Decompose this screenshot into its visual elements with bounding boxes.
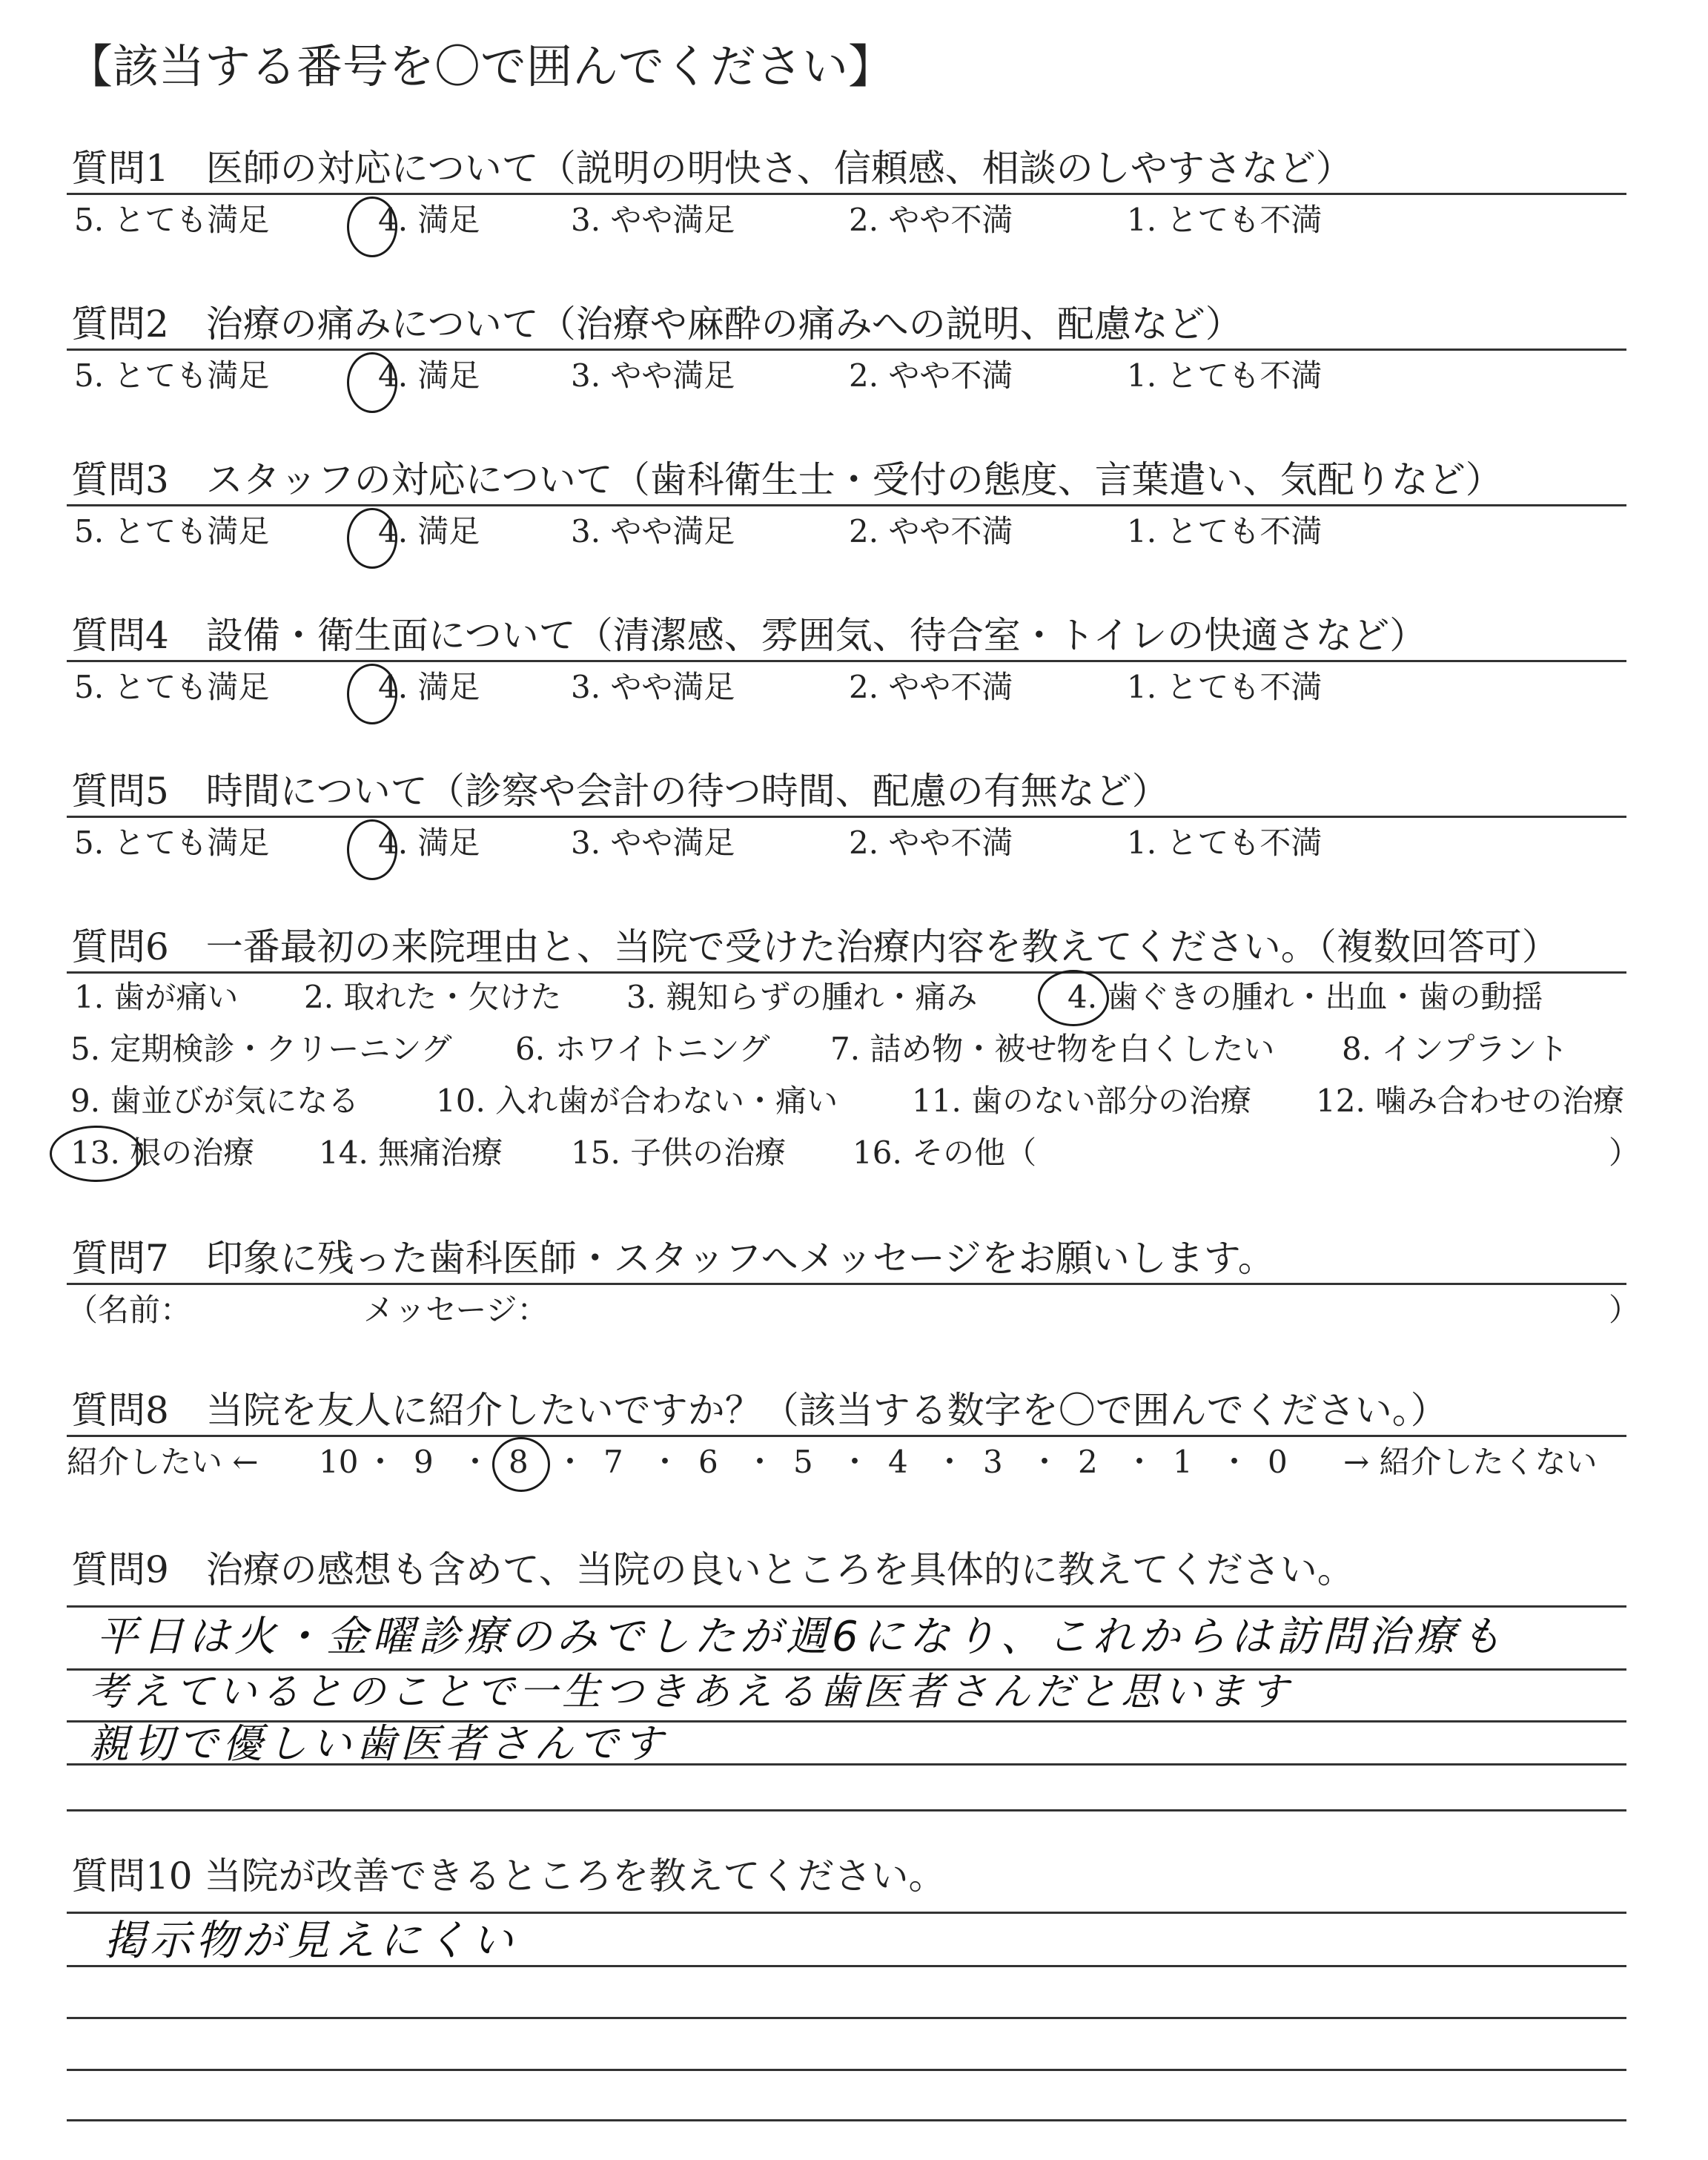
q7-close-paren: ）	[1609, 1292, 1641, 1328]
q7-label: 質問7 印象に残った歯科医師・スタッフへメッセージをお願いします。	[71, 1237, 1275, 1280]
page-title: 【該当する番号を〇で囲んでください】	[67, 39, 895, 93]
question-3-label: 質問3 スタッフの対応について（歯科衛生士・受付の態度、言葉遣い、気配りなど）	[71, 458, 1503, 501]
q7-message-label: メッセージ：	[363, 1292, 549, 1328]
q8-separator: ・	[934, 1444, 966, 1480]
question-4-option-2[interactable]: 2. やや不満	[849, 669, 1013, 705]
q6-selection-circle-13	[50, 1126, 143, 1182]
q8-separator: ・	[1029, 1444, 1061, 1480]
question-1-option-4[interactable]: 4. 満足	[378, 202, 480, 238]
q8-separator: ・	[744, 1444, 776, 1480]
question-4-label: 質問4 設備・衛生面について（清潔感、雰囲気、待合室・トイレの快適さなど）	[71, 614, 1427, 657]
q8-scale-7[interactable]: 7	[603, 1444, 623, 1480]
q6-rule	[67, 971, 1626, 974]
question-2-option-4[interactable]: 4. 満足	[378, 357, 480, 394]
q8-separator: ・	[1124, 1444, 1156, 1480]
q8-scale-5[interactable]: 5	[793, 1444, 813, 1480]
q8-separator: ・	[839, 1444, 871, 1480]
question-3-option-5[interactable]: 5. とても満足	[74, 513, 270, 549]
q8-scale-0[interactable]: 0	[1268, 1444, 1288, 1480]
question-4-option-1[interactable]: 1. とても不満	[1127, 669, 1323, 705]
question-3-option-3[interactable]: 3. やや満足	[571, 513, 735, 549]
q10-answer-line-1: 掲示物が見えにくい	[104, 1917, 517, 1965]
q8-separator: ・	[365, 1444, 397, 1480]
question-4-option-4[interactable]: 4. 満足	[378, 669, 480, 705]
q6-option-7[interactable]: 7. 詰め物・被せ物を白くしたい	[830, 1031, 1275, 1067]
q7-name-label: （名前：	[67, 1292, 192, 1328]
q8-scale-1[interactable]: 1	[1173, 1444, 1193, 1480]
question-4-rule	[67, 660, 1626, 662]
q7-rule	[67, 1283, 1626, 1285]
q10-line-3	[67, 2017, 1626, 2019]
question-3-option-2[interactable]: 2. やや不満	[849, 513, 1013, 549]
question-2-selection-circle	[347, 352, 397, 413]
question-4-option-3[interactable]: 3. やや満足	[571, 669, 735, 705]
question-4-option-5[interactable]: 5. とても満足	[74, 669, 270, 705]
q9-answer-line-3: 親切で優しい歯医者さんです	[89, 1720, 667, 1767]
q6-option-16[interactable]: 16. その他（	[853, 1135, 1037, 1171]
q8-selection-circle	[492, 1437, 550, 1492]
q6-label: 質問6 一番最初の来院理由と、当院で受けた治療内容を教えてください。（複数回答可）	[71, 925, 1559, 968]
q8-scale-4[interactable]: 4	[888, 1444, 908, 1480]
q6-option-11[interactable]: 11. 歯のない部分の治療	[912, 1083, 1252, 1119]
question-1-option-2[interactable]: 2. やや不満	[849, 202, 1013, 238]
q10-line-4	[67, 2069, 1626, 2071]
question-3-selection-circle	[347, 508, 397, 569]
q9-answer-line-1: 平日は火・金曜診療のみでしたが週6になり、これからは訪問治療も	[96, 1613, 1506, 1661]
question-3-rule	[67, 504, 1626, 506]
q6-option-14[interactable]: 14. 無痛治療	[319, 1135, 503, 1171]
question-1-option-1[interactable]: 1. とても不満	[1127, 202, 1323, 238]
q9-label: 質問9 治療の感想も含めて、当院の良いところを具体的に教えてください。	[71, 1548, 1354, 1591]
question-2-option-1[interactable]: 1. とても不満	[1127, 357, 1323, 394]
question-5-option-2[interactable]: 2. やや不満	[849, 825, 1013, 861]
question-2-option-5[interactable]: 5. とても満足	[74, 357, 270, 394]
q6-option-4[interactable]: 4. 歯ぐきの腫れ・出血・歯の動揺	[1068, 979, 1543, 1015]
q10-line-1	[67, 1912, 1626, 1914]
q6-option-2[interactable]: 2. 取れた・欠けた	[304, 979, 562, 1015]
q6-option-10[interactable]: 10. 入れ歯が合わない・痛い	[436, 1083, 838, 1119]
q8-rule	[67, 1435, 1626, 1437]
question-1-label: 質問1 医師の対応について（説明の明快さ、信頼感、相談のしやすさなど）	[71, 147, 1353, 190]
q8-separator: ・	[649, 1444, 681, 1480]
question-2-rule	[67, 349, 1626, 351]
question-5-rule	[67, 816, 1626, 818]
question-5-option-3[interactable]: 3. やや満足	[571, 825, 735, 861]
q6-option-15[interactable]: 15. 子供の治療	[571, 1135, 787, 1171]
q8-separator: ・	[555, 1444, 586, 1480]
q6-option-1[interactable]: 1. 歯が痛い	[74, 979, 239, 1015]
q6-option-8[interactable]: 8. インプラント	[1342, 1031, 1569, 1067]
question-1-selection-circle	[347, 196, 397, 257]
question-1-option-3[interactable]: 3. やや満足	[571, 202, 735, 238]
q6-option-3[interactable]: 3. 親知らずの腫れ・痛み	[626, 979, 978, 1015]
q10-label: 質問10 当院が改善できるところを教えてください。	[71, 1855, 946, 1898]
q8-right-label: → 紹介したくない	[1343, 1444, 1598, 1480]
q9-answer-line-2: 考えているとのことで一生つきあえる歯医者さんだと思います	[89, 1670, 1294, 1714]
q8-scale-8[interactable]: 8	[509, 1444, 529, 1480]
question-1-option-5[interactable]: 5. とても満足	[74, 202, 270, 238]
question-2-label: 質問2 治療の痛みについて（治療や麻酔の痛みへの説明、配慮など）	[71, 303, 1242, 346]
q8-scale-3[interactable]: 3	[983, 1444, 1003, 1480]
question-4-selection-circle	[347, 664, 397, 724]
q9-line-1	[67, 1605, 1626, 1608]
question-2-option-2[interactable]: 2. やや不満	[849, 357, 1013, 394]
question-5-option-4[interactable]: 4. 満足	[378, 825, 480, 861]
q6-selection-circle-4	[1038, 970, 1109, 1026]
q6-option-5[interactable]: 5. 定期検診・クリーニング	[70, 1031, 452, 1067]
q8-scale-9[interactable]: 9	[414, 1444, 434, 1480]
question-2-option-3[interactable]: 3. やや満足	[571, 357, 735, 394]
q8-separator: ・	[460, 1444, 491, 1480]
q8-scale-10[interactable]: 10	[319, 1444, 359, 1480]
question-5-label: 質問5 時間について（診察や会計の待つ時間、配慮の有無など）	[71, 770, 1169, 813]
question-3-option-4[interactable]: 4. 満足	[378, 513, 480, 549]
q6-close-paren: ）	[1609, 1135, 1641, 1171]
q6-option-13[interactable]: 13. 根の治療	[70, 1135, 255, 1171]
q10-line-5	[67, 2119, 1626, 2121]
q8-scale-6[interactable]: 6	[698, 1444, 718, 1480]
question-1-rule	[67, 193, 1626, 195]
question-5-option-5[interactable]: 5. とても満足	[74, 825, 270, 861]
question-3-option-1[interactable]: 1. とても不満	[1127, 513, 1323, 549]
q8-label: 質問8 当院を友人に紹介したいですか？（該当する数字を〇で囲んでください。）	[71, 1389, 1448, 1432]
q8-scale-2[interactable]: 2	[1078, 1444, 1098, 1480]
question-5-selection-circle	[347, 819, 397, 880]
question-5-option-1[interactable]: 1. とても不満	[1127, 825, 1323, 861]
q8-left-label: 紹介したい ←	[67, 1444, 259, 1480]
q9-line-5	[67, 1809, 1626, 1811]
q6-option-6[interactable]: 6. ホワイトニング	[515, 1031, 770, 1067]
q8-separator: ・	[1219, 1444, 1251, 1480]
q6-option-9[interactable]: 9. 歯並びが気になる	[70, 1083, 360, 1119]
q6-option-12[interactable]: 12. 噛み合わせの治療	[1316, 1083, 1625, 1119]
